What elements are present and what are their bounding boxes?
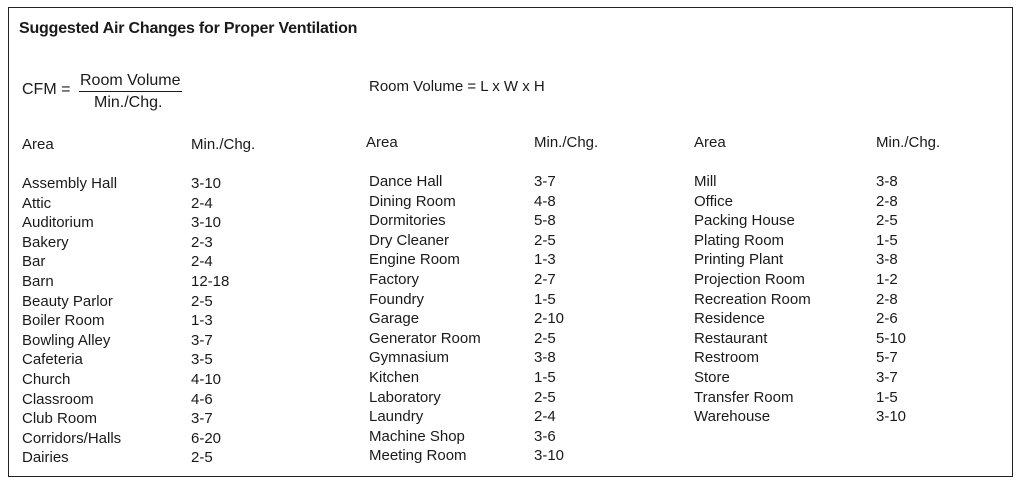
min-chg-value: 3-8 — [876, 251, 898, 269]
area-name: Meeting Room — [369, 447, 467, 465]
min-chg-value: 1-2 — [876, 270, 898, 288]
area-name: Dry Cleaner — [369, 231, 450, 249]
min-chg-value: 3-5 — [191, 351, 213, 369]
area-name: Printing Plant — [694, 251, 784, 269]
area-name: Office — [694, 192, 733, 210]
min-chg-value: 2-4 — [534, 408, 556, 426]
min-chg-value: 3-10 — [191, 214, 222, 232]
min-chg-value: 4-6 — [191, 390, 213, 408]
area-name: Club Room — [22, 410, 98, 428]
min-chg-value: 2-5 — [534, 231, 556, 249]
min-chg-value: 3-10 — [534, 447, 565, 465]
area-name: Machine Shop — [369, 427, 465, 445]
min-chg-value: 1-3 — [191, 312, 213, 330]
min-chg-value: 2-4 — [191, 253, 213, 271]
area-name: Classroom — [22, 390, 94, 408]
page-title: Suggested Air Changes for Proper Ventilation — [19, 20, 358, 37]
min-chg-value: 3-10 — [191, 175, 222, 192]
area-name: Kitchen — [369, 368, 420, 386]
formula-lhs: CFM = — [22, 81, 71, 98]
min-chg-value: 2-4 — [191, 194, 213, 212]
min-chg-value: 1-3 — [534, 251, 556, 269]
min-chg-value: 3-8 — [534, 349, 556, 367]
min-chg-value: 3-7 — [191, 331, 213, 349]
area-name: Factory — [369, 270, 420, 288]
area-name: Packing House — [694, 212, 795, 230]
header-min-chg: Min./Chg. — [534, 134, 599, 151]
header-min-chg: Min./Chg. — [191, 136, 256, 153]
min-chg-value: 2-8 — [876, 192, 898, 210]
area-name: Bakery — [22, 233, 69, 251]
area-name: Laboratory — [369, 388, 441, 406]
area-name: Bar — [22, 253, 46, 271]
min-chg-value: 2-5 — [534, 388, 556, 406]
area-name: Transfer Room — [694, 388, 794, 406]
area-name: Store — [694, 368, 730, 386]
area-name: Laundry — [369, 408, 424, 426]
area-name: Beauty Parlor — [22, 292, 113, 310]
area-name: Church — [22, 370, 71, 388]
min-chg-value: 2-8 — [876, 290, 898, 308]
header-area: Area — [366, 134, 398, 151]
area-name: Attic — [22, 194, 52, 212]
min-chg-value: 2-5 — [191, 449, 213, 467]
header-min-chg: Min./Chg. — [876, 134, 941, 151]
area-name: Engine Room — [369, 251, 460, 269]
min-chg-value: 1-5 — [534, 290, 556, 308]
area-name: Mill — [694, 173, 717, 190]
min-chg-value: 2-7 — [534, 270, 556, 288]
formula-numerator: Room Volume — [79, 72, 182, 92]
min-chg-value: 2-5 — [191, 292, 213, 310]
min-chg-value: 6-20 — [191, 429, 222, 447]
area-name: Dining Room — [369, 192, 456, 210]
min-chg-value: 5-7 — [876, 349, 898, 367]
area-name: Assembly Hall — [22, 175, 118, 192]
area-name: Recreation Room — [694, 290, 811, 308]
min-chg-value: 3-7 — [534, 173, 556, 190]
area-name: Foundry — [369, 290, 425, 308]
min-chg-value: 2-5 — [534, 329, 556, 347]
header-area: Area — [22, 136, 54, 153]
min-chg-value: 2-6 — [876, 310, 898, 328]
area-name: Dormitories — [369, 212, 446, 230]
min-chg-value: 1-5 — [876, 231, 898, 249]
area-name: Cafeteria — [22, 351, 83, 369]
min-chg-value: 2-5 — [876, 212, 898, 230]
min-chg-value: 4-10 — [191, 370, 222, 388]
area-name: Generator Room — [369, 329, 481, 347]
min-chg-value: 1-5 — [534, 368, 556, 386]
area-name: Garage — [369, 310, 420, 328]
room-volume-formula: Room Volume = L x W x H — [369, 78, 545, 95]
header-area: Area — [694, 134, 726, 151]
min-chg-value: 3-7 — [876, 368, 898, 386]
area-name: Warehouse — [694, 408, 771, 426]
min-chg-value: 2-3 — [191, 233, 213, 251]
area-name: Projection Room — [694, 270, 805, 288]
min-chg-value: 4-8 — [534, 192, 556, 210]
area-name: Bowling Alley — [22, 331, 111, 349]
min-chg-value: 12-18 — [191, 272, 230, 290]
min-chg-value: 3-8 — [876, 173, 898, 190]
area-name: Plating Room — [694, 231, 785, 249]
min-chg-value: 2-10 — [534, 310, 565, 328]
area-name: Dairies — [22, 449, 69, 467]
area-name: Restroom — [694, 349, 760, 367]
area-name: Dance Hall — [369, 173, 443, 190]
min-chg-value: 1-5 — [876, 388, 898, 406]
min-chg-value: 5-10 — [876, 329, 907, 347]
min-chg-value: 3-7 — [191, 410, 213, 428]
area-name: Restaurant — [694, 329, 768, 347]
min-chg-value: 3-6 — [534, 427, 556, 445]
area-name: Corridors/Halls — [22, 429, 122, 447]
area-name: Boiler Room — [22, 312, 105, 330]
min-chg-value: 3-10 — [876, 408, 907, 426]
area-name: Auditorium — [22, 214, 94, 232]
formula-denominator: Min./Chg. — [94, 94, 163, 111]
min-chg-value: 5-8 — [534, 212, 556, 230]
area-name: Residence — [694, 310, 765, 328]
area-name: Barn — [22, 272, 54, 290]
area-name: Gymnasium — [369, 349, 450, 367]
